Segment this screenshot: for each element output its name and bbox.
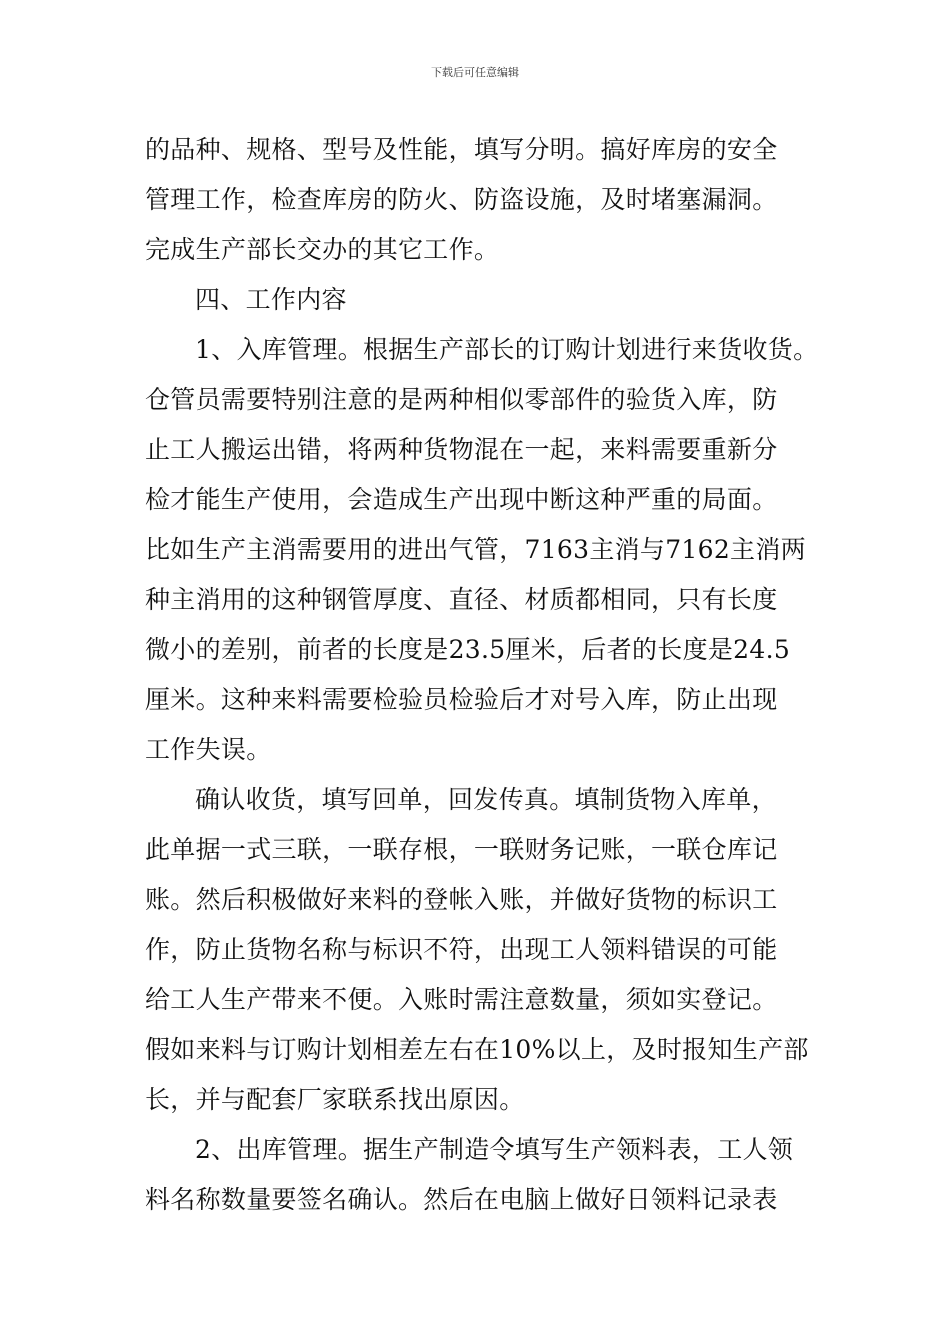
text-line: 管理工作，检查库房的防火、防盗设施，及时堵塞漏洞。 bbox=[145, 185, 778, 214]
text-line: 假如来料与订购计划相差左右在10%以上，及时报知生产部 bbox=[145, 1035, 809, 1064]
text-line: 止工人搬运出错，将两种货物混在一起，来料需要重新分 bbox=[145, 435, 778, 464]
section-heading: 四、工作内容 bbox=[195, 285, 347, 314]
text-line: 账。然后积极做好来料的登帐入账，并做好货物的标识工 bbox=[145, 885, 778, 914]
text-line: 微小的差别，前者的长度是23.5厘米，后者的长度是24.5 bbox=[145, 635, 791, 664]
text-line: 仓管员需要特别注意的是两种相似零部件的验货入库，防 bbox=[145, 385, 778, 414]
text-line: 厘米。这种来料需要检验员检验后才对号入库，防止出现 bbox=[145, 685, 778, 714]
page-header: 下载后可任意编辑 bbox=[431, 66, 519, 79]
text-line: 长，并与配套厂家联系找出原因。 bbox=[145, 1085, 525, 1114]
text-line: 料名称数量要签名确认。然后在电脑上做好日领料记录表 bbox=[145, 1185, 778, 1214]
text-line: 工作失误。 bbox=[145, 735, 272, 764]
text-line: 检才能生产使用，会造成生产出现中断这种严重的局面。 bbox=[145, 485, 778, 514]
text-line: 1、入库管理。根据生产部长的订购计划进行来货收货。 bbox=[195, 335, 819, 364]
text-line: 确认收货，填写回单，回发传真。填制货物入库单， bbox=[195, 785, 777, 814]
text-line: 完成生产部长交办的其它工作。 bbox=[145, 235, 500, 264]
text-line: 作，防止货物名称与标识不符，出现工人领料错误的可能 bbox=[145, 935, 778, 964]
text-line: 此单据一式三联，一联存根，一联财务记账，一联仓库记 bbox=[145, 835, 778, 864]
text-line: 的品种、规格、型号及性能，填写分明。搞好库房的安全 bbox=[145, 135, 778, 164]
text-line: 2、出库管理。据生产制造令填写生产领料表，工人领 bbox=[195, 1135, 794, 1164]
text-line: 比如生产主消需要用的进出气管，7163主消与7162主消两 bbox=[145, 535, 806, 564]
text-line: 给工人生产带来不便。入账时需注意数量，须如实登记。 bbox=[145, 985, 778, 1014]
text-line: 种主消用的这种钢管厚度、直径、材质都相同，只有长度 bbox=[145, 585, 778, 614]
